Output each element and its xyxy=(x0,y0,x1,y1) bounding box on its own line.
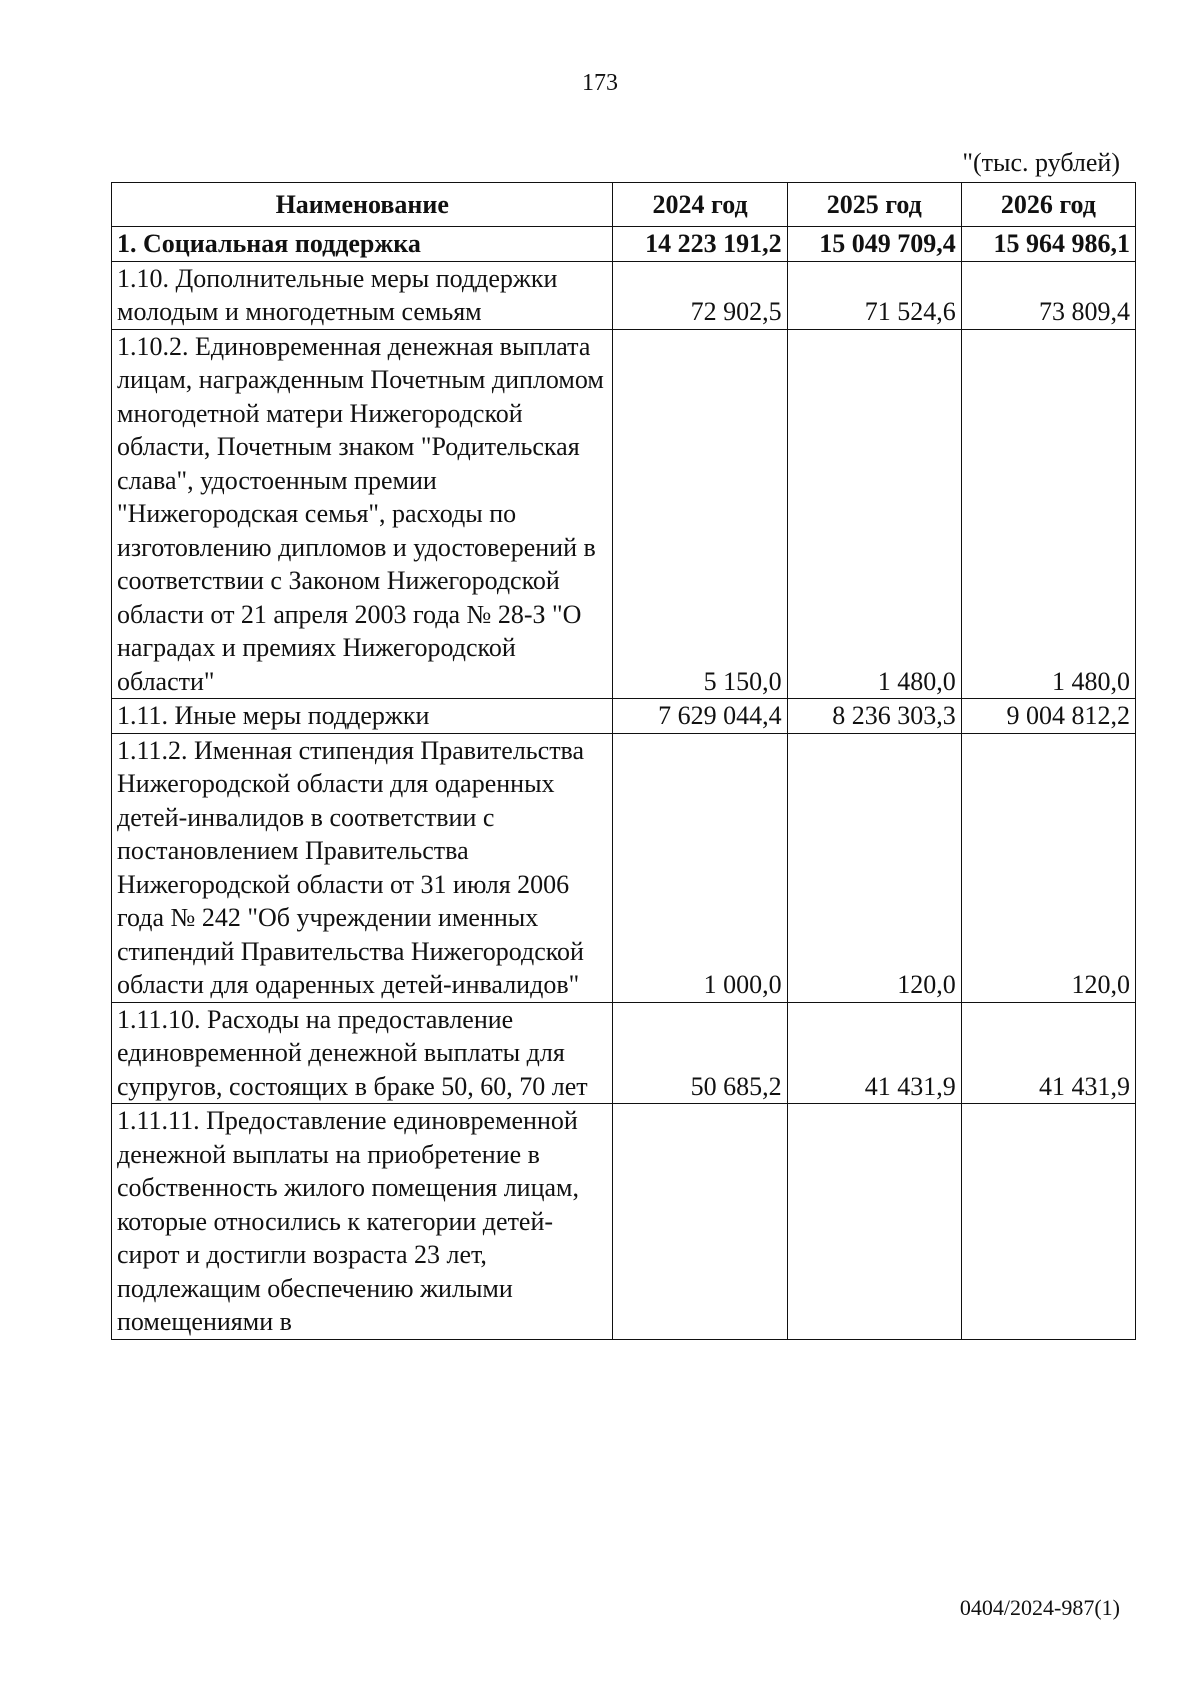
row-name: 1.10.2. Единовременная денежная выплата лицам, награжденным Почетным дипломом многодетной матери Нижегородской области, Почетным знаком "Родительская слава", удостоенным премии "Нижегородская семья", расходы по изготовлению дипломов и удостоверений в соответствии с Законом Нижегородской области от 21 апреля 2003 года № 28-З "О наградах и премиях Нижегородской области" xyxy=(112,329,613,699)
row-value-2026: 15 964 986,1 xyxy=(961,227,1135,262)
row-value-2025: 120,0 xyxy=(787,733,961,1002)
header-2025: 2025 год xyxy=(787,183,961,227)
row-name: 1.11.10. Расходы на предоставление единовременной денежной выплаты для супругов, состоящих в браке 50, 60, 70 лет xyxy=(112,1002,613,1104)
budget-table xyxy=(111,182,1136,1340)
row-value-2024: 72 902,5 xyxy=(613,261,787,329)
row-value-2024: 5 150,0 xyxy=(613,329,787,699)
row-value-2025: 15 049 709,4 xyxy=(787,227,961,262)
header-name: Наименование xyxy=(112,183,613,227)
units-note: "(тыс. рублей) xyxy=(962,148,1120,177)
table-header-row xyxy=(112,183,1136,227)
row-value-2026: 73 809,4 xyxy=(961,261,1135,329)
table-row xyxy=(112,1002,1136,1104)
row-value-2025 xyxy=(787,1104,961,1340)
row-value-2024: 7 629 044,4 xyxy=(613,699,787,734)
row-value-2024: 14 223 191,2 xyxy=(613,227,787,262)
row-value-2026: 9 004 812,2 xyxy=(961,699,1135,734)
row-name: 1.11.2. Именная стипендия Правительства Нижегородской области для одаренных детей-инвалидов в соответствии с постановлением Правительства Нижегородской области от 31 июля 2006 года № 242 "Об учреждении именных стипендий Правительства Нижегородской области для одаренных детей-инвалидов" xyxy=(112,733,613,1002)
row-name: 1.11.11. Предоставление единовременной денежной выплаты на приобретение в собственность жилого помещения лицам, которые относились к категории детей-сирот и достигли возраста 23 лет, подлежащим обеспечению жилыми помещениями в xyxy=(112,1104,613,1340)
row-value-2024: 1 000,0 xyxy=(613,733,787,1002)
table-row xyxy=(112,329,1136,699)
row-value-2026: 120,0 xyxy=(961,733,1135,1002)
table-row xyxy=(112,227,1136,262)
table-row xyxy=(112,733,1136,1002)
page-number: 173 xyxy=(582,70,618,96)
row-value-2025: 41 431,9 xyxy=(787,1002,961,1104)
document-code: 0404/2024-987(1) xyxy=(959,1595,1120,1620)
table-row xyxy=(112,1104,1136,1340)
row-value-2026 xyxy=(961,1104,1135,1340)
row-value-2026: 41 431,9 xyxy=(961,1002,1135,1104)
row-value-2025: 71 524,6 xyxy=(787,261,961,329)
row-value-2026: 1 480,0 xyxy=(961,329,1135,699)
row-value-2025: 8 236 303,3 xyxy=(787,699,961,734)
row-value-2024 xyxy=(613,1104,787,1340)
header-2024: 2024 год xyxy=(613,183,787,227)
row-value-2024: 50 685,2 xyxy=(613,1002,787,1104)
table-row xyxy=(112,699,1136,734)
table-row xyxy=(112,261,1136,329)
header-2026: 2026 год xyxy=(961,183,1135,227)
row-name: 1.10. Дополнительные меры поддержки молодым и многодетным семьям xyxy=(112,261,613,329)
row-name: 1.11. Иные меры поддержки xyxy=(112,699,613,734)
row-value-2025: 1 480,0 xyxy=(787,329,961,699)
row-name: 1. Социальная поддержка xyxy=(112,227,613,262)
